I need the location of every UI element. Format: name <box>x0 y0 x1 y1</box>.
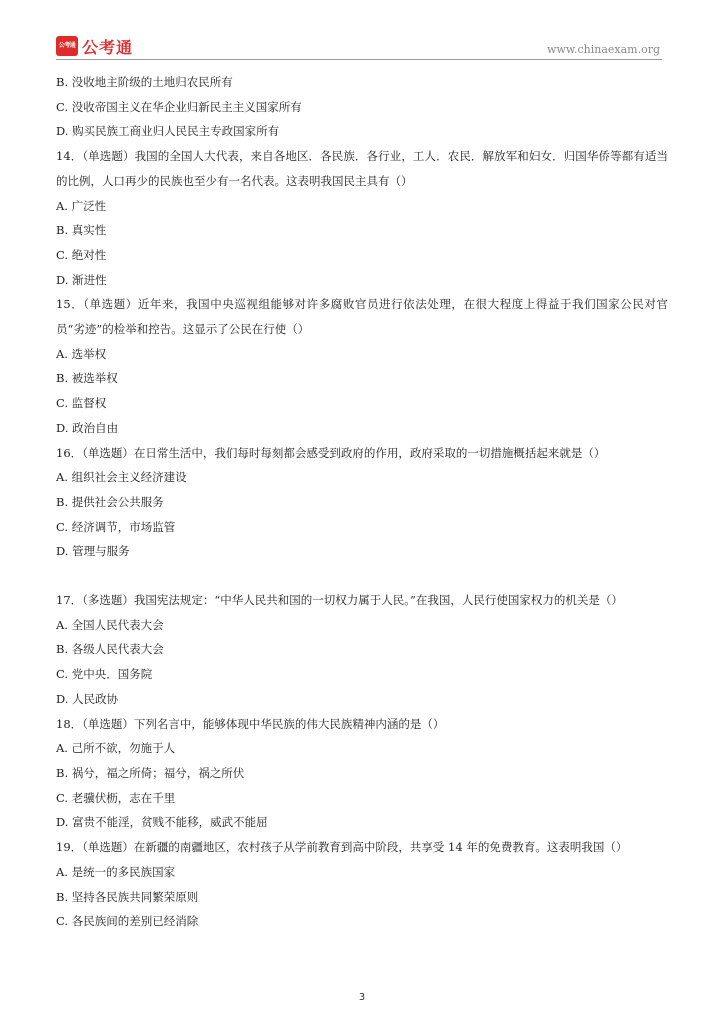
option-line: A. 组织社会主义经济建设 <box>56 470 187 485</box>
option-line: A. 选举权 <box>56 346 107 361</box>
blank-gap <box>56 564 668 588</box>
page-header <box>0 0 724 62</box>
option-line: B. 坚持各民族共同繁荣原则 <box>56 889 199 904</box>
option-line: D. 富贵不能淫，贫贱不能移，威武不能屈 <box>56 815 268 830</box>
option-line: A. 是统一的多民族国家 <box>56 864 176 879</box>
option-line: A. 全国人民代表大会 <box>56 617 164 632</box>
question-17 <box>56 588 668 712</box>
option-line: C. 经济调节，市场监管 <box>56 519 176 534</box>
question-text: 14．（单选题）我国的全国人大代表，来自各地区．各民族．各行业，工人．农民．解放军和妇女．归国华侨等都有适当的比例，人口再少的民族也至少有一名代表。这表明我国民主具有（） <box>56 149 668 188</box>
option-line: D. 渐进性 <box>56 272 107 287</box>
question-16 <box>56 441 668 565</box>
option-line: C. 监督权 <box>56 396 107 411</box>
previous-question-options <box>56 70 668 144</box>
option-line: B. 被选举权 <box>56 371 118 386</box>
option-line: C. 各民族间的差别已经消除 <box>56 914 199 929</box>
option-line: B. 真实性 <box>56 223 107 238</box>
option-line: D. 购买民族工商业归人民民主专政国家所有 <box>56 124 280 139</box>
option-line: C. 没收帝国主义在华企业归新民主主义国家所有 <box>56 99 302 114</box>
question-15 <box>56 292 668 440</box>
question-text: 18．（单选题）下列名言中，能够体现中华民族的伟大民族精神内涵的是（） <box>56 716 445 731</box>
option-line: D. 管理与服务 <box>56 544 130 559</box>
question-text: 16．（单选题）在日常生活中，我们每时每刻都会感受到政府的作用，政府采取的一切措施概括起来就是（） <box>56 445 606 460</box>
option-line: C. 绝对性 <box>56 247 107 262</box>
option-line: B. 提供社会公共服务 <box>56 494 164 509</box>
page-number: 3 <box>358 992 366 1003</box>
option-line: B. 各级人民代表大会 <box>56 642 164 657</box>
option-line: D. 政治自由 <box>56 420 119 435</box>
question-18 <box>56 712 668 836</box>
option-line: C. 老骥伏枥，志在千里 <box>56 790 176 805</box>
question-text: 15．（单选题）近年来，我国中央巡视组能够对许多腐败官员进行依法处理，在很大程度上得益于我们国家公民对官员“劣迹”的检举和控告。这显示了公民在行使（） <box>56 297 668 337</box>
logo-text: 公考通 <box>82 37 134 57</box>
question-text: 19．（单选题）在新疆的南疆地区，农村孩子从学前教育到高中阶段，共享受 14 年的免费教育。这表明我国（） <box>56 840 628 855</box>
question-text: 17．（多选题）我国宪法规定：“中华人民共和国的一切权力属于人民。”在我国，人民行使国家权力的机关是（） <box>56 593 623 608</box>
logo-mark-icon: 公考通 <box>56 36 78 56</box>
site-logo[interactable] <box>56 36 133 56</box>
option-line: D. 人民政协 <box>56 691 119 706</box>
question-14 <box>56 144 668 292</box>
document-body <box>56 70 668 934</box>
header-divider <box>56 59 662 60</box>
option-line: A. 广泛性 <box>56 198 107 213</box>
option-line: B. 没收地主阶级的土地归农民所有 <box>56 75 233 89</box>
question-19 <box>56 835 668 934</box>
option-line: B. 祸兮，福之所倚；福兮，祸之所伏 <box>56 765 245 780</box>
site-url[interactable]: www.chinaexam.org <box>547 43 660 56</box>
option-line: C. 党中央．国务院 <box>56 667 153 682</box>
option-line: A. 己所不欲，勿施于人 <box>56 741 176 756</box>
